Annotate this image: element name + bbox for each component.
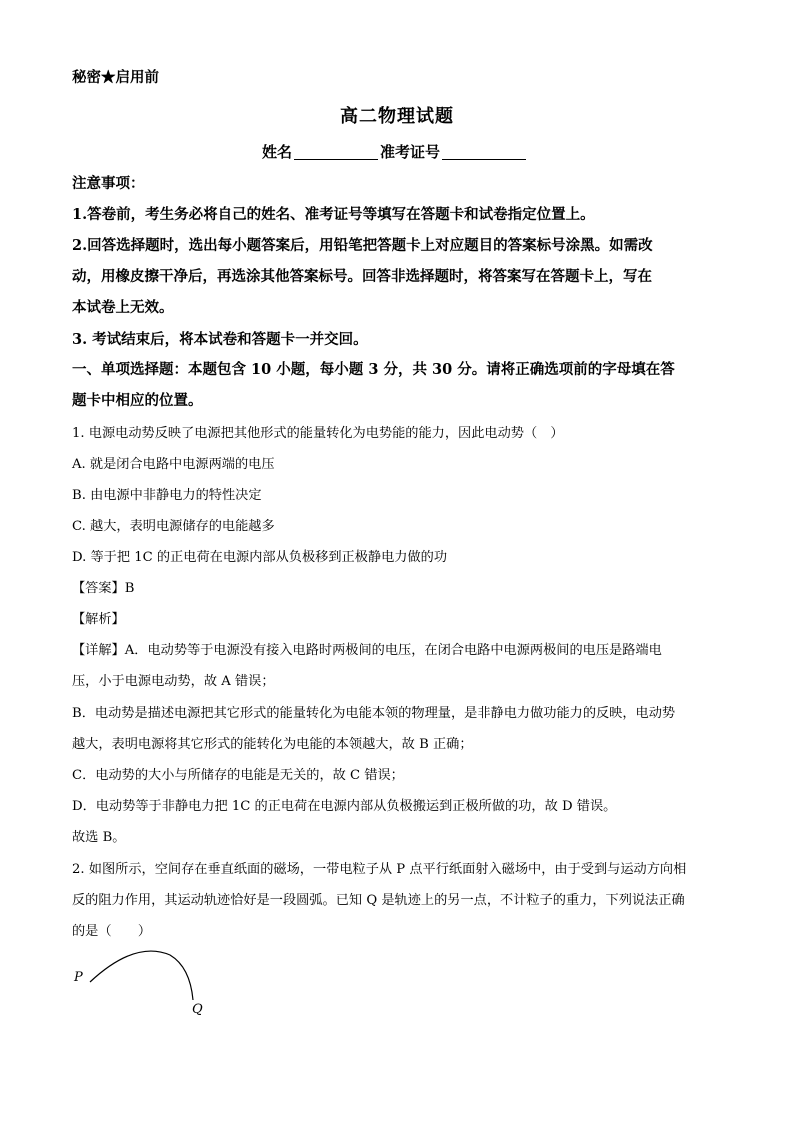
name-label: 姓名 <box>262 143 293 161</box>
name-blank[interactable] <box>294 145 378 160</box>
q1-analysis-label: 【解析】 <box>72 612 125 627</box>
notice-item-2-line-2: 动，用橡皮擦干净后，再选涂其他答案标号。回答非选择题时，将答案写在答题卡上，写在 <box>72 268 652 285</box>
section-heading-line-1: 一、单项选择题：本题包含 10 小题，每小题 3 分，共 30 分。请将正确选项前的字母填在答 <box>72 361 675 378</box>
point-p-label: P <box>74 970 83 985</box>
q1-detail-a-line-1: 【详解】A．电动势等于电源没有接入电路时两极间的电压，在闭合电路中电源两极间的电压是路端电 <box>72 643 662 658</box>
q1-detail-d: D．电动势等于非静电力把 1C 的正电荷在电源内部从负极搬运到正极所做的功，故 D 错误。 <box>72 799 617 814</box>
exam-no-label: 准考证号 <box>380 143 441 161</box>
q1-detail-a-line-2: 压，小于电源电动势，故 A 错误； <box>72 674 275 689</box>
section-heading-line-2: 题卡中相应的位置。 <box>72 392 203 409</box>
q1-option-b: B. 由电源中非静电力的特性决定 <box>72 488 262 503</box>
q1-detail-b-line-1: B．电动势是描述电源把其它形式的能量转化为电能本领的物理量，是非静电力做功能力的反映，电动势 <box>72 706 676 721</box>
q1-option-c: C. 越大，表明电源储存的电能越多 <box>72 519 275 534</box>
page-title: 高二物理试题 <box>340 106 454 127</box>
q1-option-d: D. 等于把 1C 的正电荷在电源内部从负极移到正极静电力做的功 <box>72 550 448 565</box>
q1-conclusion: 故选 B。 <box>72 830 126 845</box>
q1-detail-b-line-2: 越大，表明电源将其它形式的能转化为电能的本领越大，故 B 正确； <box>72 737 473 752</box>
notice-item-3: 3. 考试结束后，将本试卷和答题卡一并交回。 <box>72 331 368 348</box>
confidential-label: 秘密★启用前 <box>72 69 159 86</box>
notice-item-1: 1.答卷前，考生务必将自己的姓名、准考证号等填写在答题卡和试卷指定位置上。 <box>72 206 595 223</box>
notice-heading: 注意事项： <box>72 175 145 192</box>
q1-answer: 【答案】B <box>72 581 135 596</box>
notice-item-2-line-1: 2.回答选择题时，选出每小题答案后，用铅笔把答题卡上对应题目的答案标号涂黑。如需改 <box>72 237 653 254</box>
exam-no-blank[interactable] <box>442 145 526 160</box>
point-q-label: Q <box>192 1002 203 1017</box>
q1-stem: 1. 电源电动势反映了电源把其他形式的能量转化为电势能的能力，因此电动势（ ） <box>72 426 564 441</box>
arc-trajectory <box>90 951 193 1000</box>
q1-detail-c: C．电动势的大小与所储存的电能是无关的，故 C 错误； <box>72 768 404 783</box>
q1-option-a: A. 就是闭合电路中电源两端的电压 <box>72 457 275 472</box>
q2-stem-line-2: 反的阻力作用，其运动轨迹恰好是一段圆弧。已知 Q 是轨迹上的另一点，不计粒子的重力，下列说法正确 <box>72 893 685 908</box>
candidate-info-row <box>262 141 528 162</box>
q2-stem-line-1: 2. 如图所示，空间存在垂直纸面的磁场，一带电粒子从 P 点平行纸面射入磁场中，由于受到与运动方向相 <box>72 862 687 877</box>
notice-item-2-line-3: 本试卷上无效。 <box>72 299 174 316</box>
q2-stem-line-3: 的是（ ） <box>72 924 152 939</box>
